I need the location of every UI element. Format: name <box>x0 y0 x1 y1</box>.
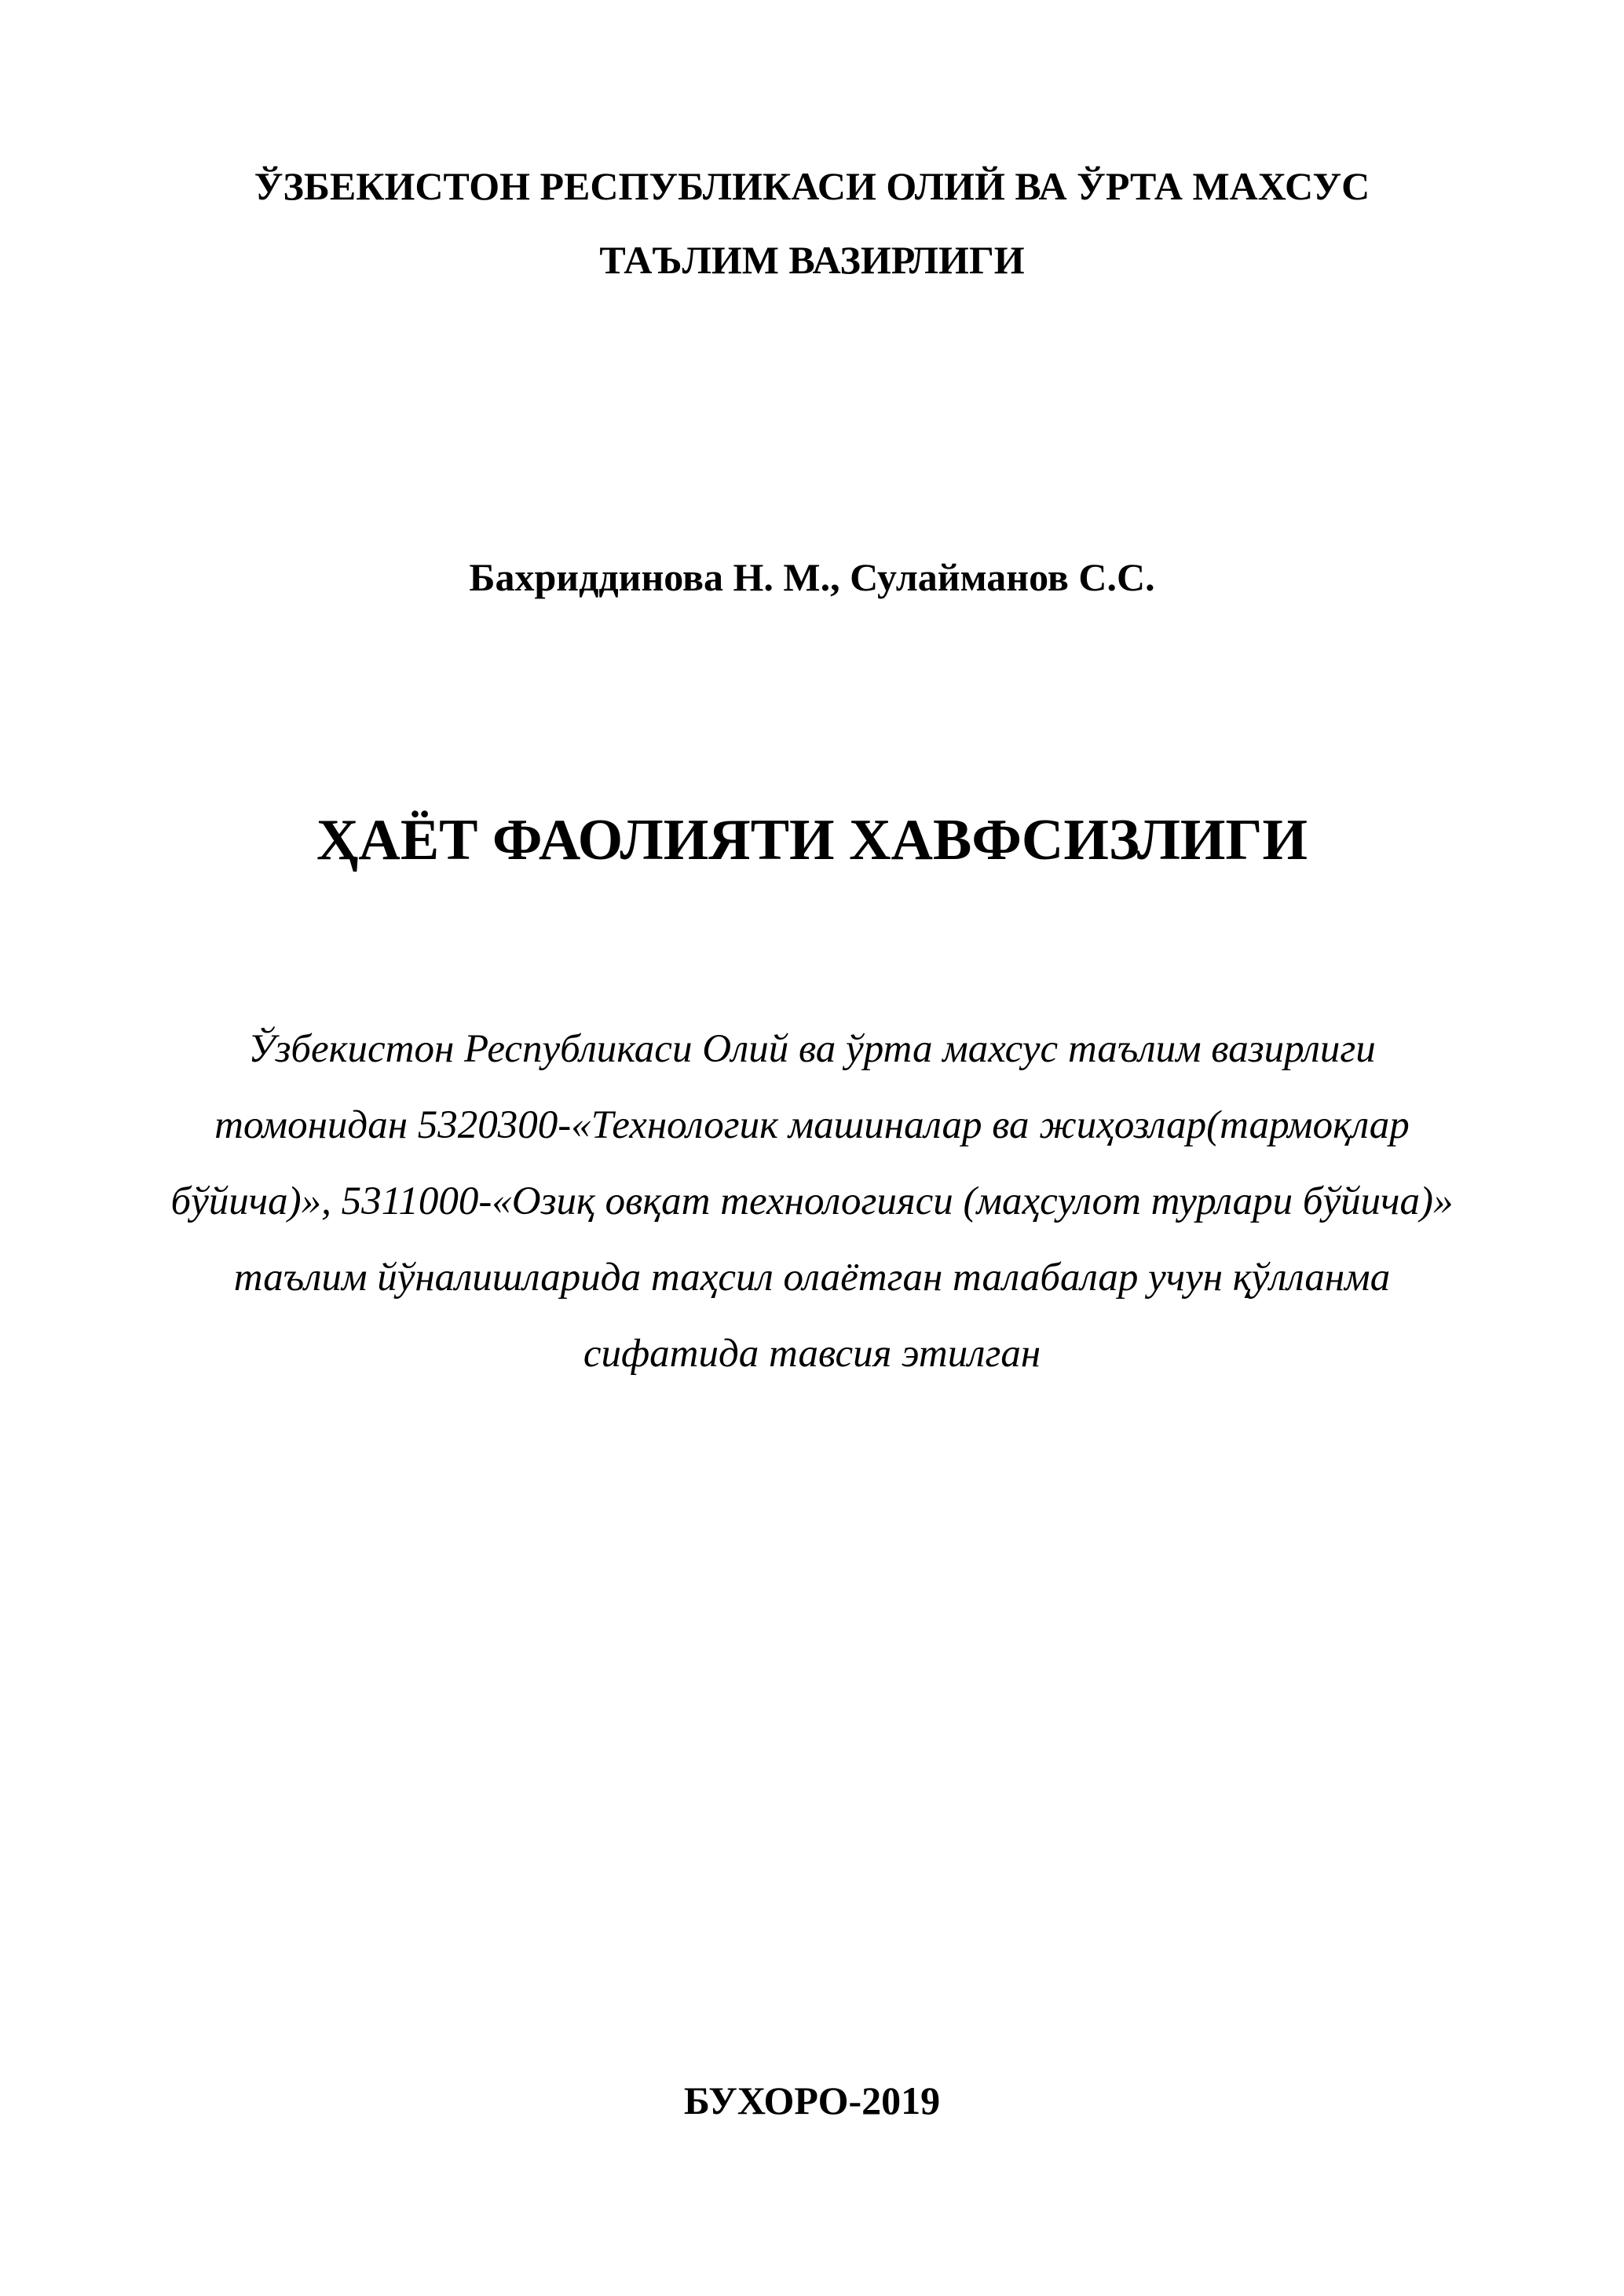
recommendation-line-2: томонидан 5320300-«Технологик машиналар ва жиҳозлар(тармоқлар <box>214 1103 1410 1147</box>
ministry-line-2: ТАЪЛИМ ВАЗИРЛИГИ <box>599 238 1025 282</box>
ministry-line-1: ЎЗБЕКИСТОН РЕСПУБЛИКАСИ ОЛИЙ ВА ЎРТА МАХСУС <box>254 164 1370 208</box>
recommendation-line-1: Ўзбекистон Республикаси Олий ва ўрта махсус таълим вазирлиги <box>248 1027 1376 1071</box>
recommendation-line-3: бўйича)», 5311000-«Озиқ овқат технологияси (маҳсулот турлари бўйича)» <box>170 1179 1454 1223</box>
recommendation-line-4: таълим йўналишларида таҳсил олаётган талабалар учун қўлланма <box>233 1256 1391 1300</box>
ministry-header <box>0 149 1624 297</box>
city-year: БУХОРО-2019 <box>683 2078 941 2122</box>
recommendation-text <box>0 1011 1624 1392</box>
recommendation-line-5: сифатида тавсия этилган <box>583 1332 1041 1376</box>
authors: Бахриддинова Н. М., Сулайманов С.С. <box>469 555 1155 599</box>
book-title: ҲАЁТ ФАОЛИЯТИ ХАВФСИЗЛИГИ <box>316 808 1308 872</box>
